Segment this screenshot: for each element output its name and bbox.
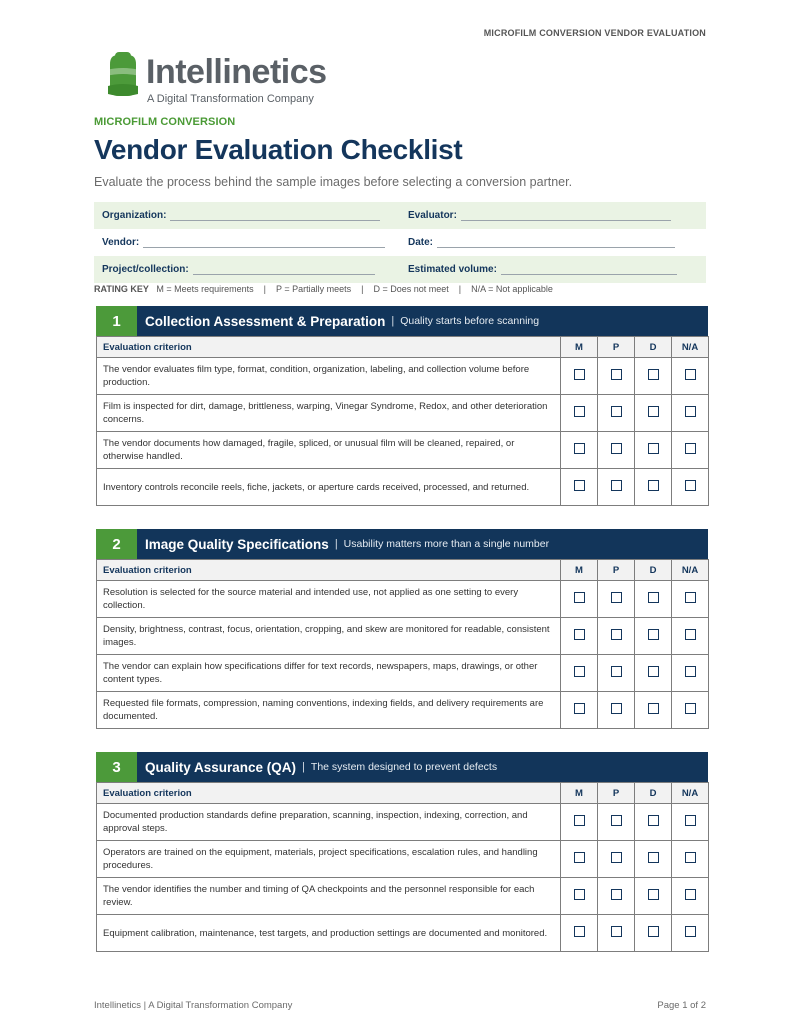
rating-cell-na — [672, 804, 709, 841]
column-header-criterion: Evaluation criterion — [97, 337, 561, 358]
checkbox-na[interactable] — [685, 852, 696, 863]
rating-cell-na — [672, 581, 709, 618]
checkbox-na[interactable] — [685, 666, 696, 677]
rating-cell-p — [598, 841, 635, 878]
table-row — [97, 841, 709, 878]
rating-key-item: P = Partially meets — [276, 284, 352, 294]
rating-cell-na — [672, 841, 709, 878]
checkbox-p[interactable] — [611, 443, 622, 454]
rating-cell-d — [635, 692, 672, 729]
rating-cell-m — [561, 432, 598, 469]
checkbox-na[interactable] — [685, 889, 696, 900]
column-header-rating: D — [635, 783, 672, 804]
rating-cell-d — [635, 469, 672, 506]
column-header-rating: N/A — [672, 337, 709, 358]
rating-cell-na — [672, 358, 709, 395]
criterion-text: The vendor identifies the number and timing of QA checkpoints and the personnel responsible for each review. — [97, 878, 561, 915]
column-header-criterion: Evaluation criterion — [97, 783, 561, 804]
column-header-criterion: Evaluation criterion — [97, 560, 561, 581]
table-header-row — [97, 783, 709, 804]
checkbox-p[interactable] — [611, 815, 622, 826]
field-label: Organization: — [102, 210, 167, 221]
rating-cell-m — [561, 915, 598, 952]
rating-key-item: M = Meets requirements — [156, 284, 254, 294]
footer-company: Intellinetics | A Digital Transformation Company — [94, 1000, 293, 1011]
rating-cell-m — [561, 358, 598, 395]
checkbox-m[interactable] — [574, 629, 585, 640]
footer-page-number: Page 1 of 2 — [657, 1000, 706, 1011]
section-title-group: Image Quality Specifications | Usability matters more than a single number — [145, 536, 550, 552]
rating-cell-m — [561, 581, 598, 618]
column-header-rating: P — [598, 560, 635, 581]
checkbox-m[interactable] — [574, 852, 585, 863]
rating-cell-p — [598, 915, 635, 952]
criterion-text: Film is inspected for dirt, damage, brittleness, warping, Vinegar Syndrome, Redox, and other deterioration concerns. — [97, 395, 561, 432]
rating-cell-d — [635, 358, 672, 395]
column-header-rating: N/A — [672, 783, 709, 804]
field-label: Vendor: — [102, 237, 140, 248]
logo-tagline: A Digital Transformation Company — [147, 93, 314, 105]
checkbox-p[interactable] — [611, 666, 622, 677]
checkbox-d[interactable] — [648, 852, 659, 863]
field-blank[interactable] — [143, 237, 385, 248]
rating-cell-p — [598, 618, 635, 655]
rating-cell-d — [635, 915, 672, 952]
rating-cell-d — [635, 878, 672, 915]
rating-cell-m — [561, 469, 598, 506]
header-doc-label: MICROFILM CONVERSION VENDOR EVALUATION — [483, 28, 706, 38]
company-logo — [104, 50, 344, 108]
rating-cell-m — [561, 804, 598, 841]
field-label: Estimated volume: — [408, 264, 497, 275]
checkbox-m[interactable] — [574, 480, 585, 491]
checkbox-m[interactable] — [574, 666, 585, 677]
table-header-row — [97, 560, 709, 581]
checkbox-na[interactable] — [685, 926, 696, 937]
checkbox-p[interactable] — [611, 889, 622, 900]
info-row — [94, 229, 706, 256]
rating-cell-p — [598, 692, 635, 729]
rating-cell-m — [561, 618, 598, 655]
vendor-field[interactable] — [94, 229, 400, 256]
table-row — [97, 878, 709, 915]
rating-cell-m — [561, 655, 598, 692]
rating-cell-na — [672, 432, 709, 469]
section-number: 1 — [96, 306, 137, 336]
column-header-rating: P — [598, 783, 635, 804]
estimated-volume-field[interactable] — [400, 256, 706, 283]
organization-field[interactable] — [94, 202, 400, 229]
checkbox-d[interactable] — [648, 926, 659, 937]
field-blank[interactable] — [170, 210, 380, 221]
section-image-quality — [96, 529, 708, 729]
intellinetics-logo-icon — [106, 52, 140, 98]
checkbox-na[interactable] — [685, 703, 696, 714]
section-title-group: Quality Assurance (QA) | The system designed to prevent defects — [145, 759, 498, 775]
checkbox-p[interactable] — [611, 480, 622, 491]
criterion-text: Documented production standards define preparation, scanning, inspection, indexing, correction, and approval steps. — [97, 804, 561, 841]
checkbox-na[interactable] — [685, 369, 696, 380]
checkbox-d[interactable] — [648, 889, 659, 900]
rating-cell-p — [598, 655, 635, 692]
table-row — [97, 432, 709, 469]
checkbox-m[interactable] — [574, 592, 585, 603]
eyebrow-label: MICROFILM CONVERSION — [94, 116, 236, 128]
table-row — [97, 915, 709, 952]
checkbox-m[interactable] — [574, 443, 585, 454]
column-header-rating: M — [561, 337, 598, 358]
checkbox-p[interactable] — [611, 926, 622, 937]
checkbox-m[interactable] — [574, 815, 585, 826]
column-header-rating: D — [635, 560, 672, 581]
rating-cell-na — [672, 395, 709, 432]
rating-cell-na — [672, 655, 709, 692]
info-row — [94, 256, 706, 283]
rating-cell-d — [635, 841, 672, 878]
section-title: Image Quality Specifications — [145, 536, 329, 552]
field-label: Date: — [408, 237, 434, 248]
field-blank[interactable] — [437, 237, 675, 248]
rating-key: RATING KEY M = Meets requirements | P = Partially meets | D = Does not meet | N/A = Not applicable — [94, 284, 553, 294]
table-row — [97, 804, 709, 841]
criteria-table — [96, 559, 709, 729]
rating-cell-p — [598, 581, 635, 618]
rating-cell-p — [598, 804, 635, 841]
rating-key-item: D = Does not meet — [373, 284, 449, 294]
checkbox-m[interactable] — [574, 406, 585, 417]
criterion-text: Requested file formats, compression, naming conventions, indexing fields, and delivery requirements are documented. — [97, 692, 561, 729]
checkbox-na[interactable] — [685, 815, 696, 826]
info-fields — [94, 202, 706, 283]
column-header-rating: P — [598, 337, 635, 358]
section-tagline: Usability matters more than a single number — [343, 538, 550, 550]
table-row — [97, 581, 709, 618]
checkbox-m[interactable] — [574, 703, 585, 714]
page-title: Vendor Evaluation Checklist — [94, 134, 463, 165]
project-collection-field[interactable] — [94, 256, 400, 283]
table-row — [97, 692, 709, 729]
criteria-table — [96, 336, 709, 506]
rating-cell-p — [598, 878, 635, 915]
rating-cell-p — [598, 469, 635, 506]
section-header — [96, 529, 708, 559]
checkbox-na[interactable] — [685, 443, 696, 454]
rating-cell-na — [672, 618, 709, 655]
checkbox-na[interactable] — [685, 629, 696, 640]
evaluator-field[interactable] — [400, 202, 706, 229]
rating-cell-d — [635, 618, 672, 655]
column-header-rating: M — [561, 783, 598, 804]
table-row — [97, 618, 709, 655]
field-blank[interactable] — [461, 210, 671, 221]
date-field[interactable] — [400, 229, 706, 256]
rating-cell-d — [635, 432, 672, 469]
rating-cell-na — [672, 692, 709, 729]
checkbox-p[interactable] — [611, 852, 622, 863]
rating-cell-p — [598, 358, 635, 395]
checkbox-na[interactable] — [685, 480, 696, 491]
checkbox-d[interactable] — [648, 406, 659, 417]
rating-cell-m — [561, 692, 598, 729]
criterion-text: Inventory controls reconcile reels, fiche, jackets, or aperture cards received, processed, and returned. — [97, 469, 561, 506]
rating-key-item: N/A = Not applicable — [471, 284, 553, 294]
criteria-table — [96, 782, 709, 952]
rating-cell-d — [635, 395, 672, 432]
table-row — [97, 395, 709, 432]
section-title: Quality Assurance (QA) — [145, 759, 297, 775]
rating-cell-na — [672, 878, 709, 915]
column-header-rating: N/A — [672, 560, 709, 581]
checkbox-d[interactable] — [648, 629, 659, 640]
section-number: 3 — [96, 752, 137, 782]
rating-cell-d — [635, 804, 672, 841]
checkbox-d[interactable] — [648, 443, 659, 454]
logo-wordmark: Intellinetics — [146, 53, 327, 91]
rating-cell-d — [635, 655, 672, 692]
rating-key-label: RATING KEY — [94, 284, 149, 294]
table-row — [97, 469, 709, 506]
rating-cell-m — [561, 395, 598, 432]
criterion-text: Density, brightness, contrast, focus, orientation, cropping, and skew are monitored for readable, consistent images. — [97, 618, 561, 655]
section-title: Collection Assessment & Preparation — [145, 313, 386, 329]
checkbox-m[interactable] — [574, 889, 585, 900]
criterion-text: Resolution is selected for the source material and intended use, not applied as one setting to every collection. — [97, 581, 561, 618]
checkbox-d[interactable] — [648, 480, 659, 491]
table-row — [97, 655, 709, 692]
section-number: 2 — [96, 529, 137, 559]
checkbox-p[interactable] — [611, 406, 622, 417]
rating-cell-m — [561, 841, 598, 878]
checkbox-d[interactable] — [648, 815, 659, 826]
field-blank[interactable] — [501, 264, 677, 275]
checkbox-na[interactable] — [685, 592, 696, 603]
rating-cell-p — [598, 432, 635, 469]
section-header — [96, 306, 708, 336]
page-subtitle: Evaluate the process behind the sample images before selecting a conversion partner. — [94, 175, 573, 189]
rating-cell-na — [672, 915, 709, 952]
rating-cell-na — [672, 469, 709, 506]
checkbox-p[interactable] — [611, 592, 622, 603]
criterion-text: The vendor can explain how specifications differ for text records, newspapers, maps, drawings, or other content types. — [97, 655, 561, 692]
checkbox-m[interactable] — [574, 926, 585, 937]
checkbox-p[interactable] — [611, 703, 622, 714]
field-blank[interactable] — [193, 264, 375, 275]
column-header-rating: M — [561, 560, 598, 581]
criterion-text: Equipment calibration, maintenance, test targets, and production settings are documented and monitored. — [97, 915, 561, 952]
criterion-text: The vendor evaluates film type, format, condition, organization, labeling, and collection volume before production. — [97, 358, 561, 395]
checkbox-p[interactable] — [611, 629, 622, 640]
section-tagline: Quality starts before scanning — [400, 315, 540, 327]
criterion-text: Operators are trained on the equipment, materials, project specifications, escalation rules, and handling procedures. — [97, 841, 561, 878]
section-collection-assessment — [96, 306, 708, 506]
section-title-group: Collection Assessment & Preparation | Quality starts before scanning — [145, 313, 540, 329]
checkbox-d[interactable] — [648, 592, 659, 603]
section-quality-assurance — [96, 752, 708, 952]
checkbox-p[interactable] — [611, 369, 622, 380]
checkbox-d[interactable] — [648, 703, 659, 714]
rating-cell-p — [598, 395, 635, 432]
field-label: Evaluator: — [408, 210, 457, 221]
checkbox-m[interactable] — [574, 369, 585, 380]
checkbox-na[interactable] — [685, 406, 696, 417]
rating-cell-d — [635, 581, 672, 618]
info-row — [94, 202, 706, 229]
section-tagline: The system designed to prevent defects — [310, 761, 498, 773]
table-header-row — [97, 337, 709, 358]
field-label: Project/collection: — [102, 264, 189, 275]
criterion-text: The vendor documents how damaged, fragile, spliced, or unusual film will be cleaned, repaired, or otherwise handled. — [97, 432, 561, 469]
table-row — [97, 358, 709, 395]
section-header — [96, 752, 708, 782]
checkbox-d[interactable] — [648, 369, 659, 380]
checkbox-d[interactable] — [648, 666, 659, 677]
column-header-rating: D — [635, 337, 672, 358]
rating-cell-m — [561, 878, 598, 915]
